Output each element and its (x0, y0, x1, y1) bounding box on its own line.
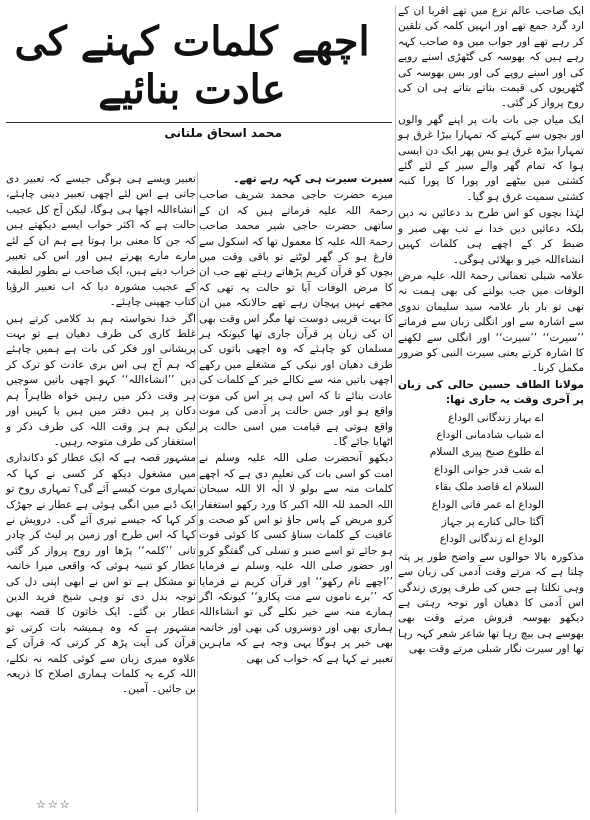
poem-line: الوداع اے عمر فانی الوداع (431, 498, 544, 511)
paragraph: سیرت سیرت ہی کہہ رہے تھے۔ (233, 173, 393, 185)
left-column (6, 172, 196, 812)
paragraph: مذکورہ بالا حوالوں سے واضح طور پر پتہ چلتا ہے کہ مرتے وقت آدمی کی زبان سے وہی نکلتا ہے جس کی طرف پوری زندگی اس آدمی کا دھیان اور توجہ رہتی ہے دیکھو بھوسہ فروش مرتے وقت بھی بھوسے ہی بیچ رہا تھا شاعر شعر کہہ رہا تھا اور سیرت نگار شبلی مرتے وقت بھی (398, 550, 584, 656)
middle-column (199, 172, 393, 812)
end-stars: ☆☆☆ (36, 798, 72, 811)
paragraph: لہٰذا بچوں کو اس طرح بد دعائیں نہ دیں بلکہ دعائیں دیں خدا نے تب بھی صبر و ضبط کر کے اچھے ہی کلمات کہیں انشاءاللہ خیر و بھلائی ہوگی۔ (398, 207, 584, 266)
paragraph: تعبیر ویسے ہی ہوگی جیسے کہ تعبیر دی جاتی ہے اس لئے اچھی تعبیر دینی چاہئے، انشاءاللہ اچھا ہی ہوگا، لیکن آج کل عجیب حالت ہے کہ اکثر خواب ایسے دیکھتے ہیں کہ جن کا معنی برا ہوتا ہے ہم ان کے لئے مارے مارے پھرتے ہیں اور اس کی تعبیر خراب دیتے ہیں، ایک صاحب نے بطور لطیفہ کے عجیب مشورہ دیا کہ اب تعبیر الرؤیا کتاب چھپنی چاہئے۔ (6, 173, 196, 309)
right-column (398, 4, 584, 816)
poem-line: اے طلوع صبح پیری السلام (429, 446, 544, 459)
paragraph: ایک میاں جی بات بات پر اپنے گھر والوں اور بچوں سے کہتے کہ تمہارا بیڑا غرق ہو تمہارا بیڑہ غرق ہو بس پھر ایک دن ایسی ہوا کہ تمام گھر والے سیر کے لئے گئے کشتی میں بیٹھے اور پورا کا پورا کنبہ کشتی سمیت غرق ہو گیا۔ (398, 113, 584, 203)
poem-line: آگئا حالی کنارے پر جہاز (441, 516, 544, 528)
poem (398, 411, 584, 548)
column-divider (395, 6, 396, 814)
article-header (6, 4, 392, 144)
paragraph: علامہ شبلی نعمانی رحمۃ اللہ علیہ مرض الوفات میں جب بولنے کی بھی ہمت نہ تھی تو بار بار علامہ سید سلیمان ندوی سے اشارہ سے اور انگلی زبان سے فرماتے ’’سیرت‘‘ ’’سیرت‘‘ اور انگلی سے لکھنے کا اشارہ کرتے یعنی سیرت النبی کو ضرور مکمل کرنا۔ (398, 269, 584, 375)
paragraph: میرے حضرت حاجی محمد شریف صاحب رحمۃ اللہ علیہ فرماتے ہیں کہ ان کے ساتھی حضرت حاجی شیر محمد صاحب رحمۃ اللہ علیہ کا معمول تھا کہ اسکول سے فارغ ہو کر گھر لوٹتے تو باقی وقت میں بچوں کو قرآن کریم پڑھاتے رہتے تھے جب ان کا مرض الوفات آیا تو حالت یہ تھی کہ مجھے نہیں پہچان رہے تھے حالانکہ میں ان کا بہت قریبی دوست تھا مگر اس وقت بھی ان کی زبان پر قرآن جاری تھا کیونکہ ہر مسلمان کو چاہئے کہ وہ اچھی باتوں کی طرف دھیان اور نیکی کے مشغلے میں رکھے اچھی باتیں منہ سے نکالے خیر کے کلمات کی عادت بنائے تا کہ اس ہی پر اس کی موت واقع ہو اور جس حالت پر آدمی کی موت واقع ہوتی ہے قیامت میں اسی حالت پر اٹھایا جائے گا۔ (199, 189, 393, 448)
author-byline: محمد اسحاق ملتانی (164, 126, 282, 140)
article-title: اچھے کلمات کہنے کی عادت بنائیے (14, 18, 370, 113)
poem-line: اے بہار زندگانی الوداع (447, 411, 544, 424)
paragraph: مشہور قصہ ہے کہ ایک عطار کو دکانداری میں مشغول دیکھ کر کسی نے کہا کہ تمہاری موت کیسے آئے گی؟ تمہاری روح تو ایک ڈبے میں انگی ہوئی ہے عطار نے جھڑک کر کہا کہ جیسے تیری آئے گی۔ درویش نے کہا کہ اس طرح اور زمین پر لیٹ کر چادر تانی ’’کلمہ‘‘ پڑھا اور روح پرواز کر گئی عطار کو تنبیہ ہوئی کہ واقعی میرا خاتمہ تو مشکل ہے تو اس نے ابھی اپنی دل کی توجہ بدل دی تو وہی شیخ فرید الدین عطار بن گئے۔ ایک خاتون کا قصہ بھی مشہور ہے کہ وہ ہمیشہ بات کرتی تو قرآن کی آیت پڑھ کر کرتی کہ قرآن کے علاوہ میری زبان سے کوئی کلمہ نہ نکلے، اللہ کرے یہ کلمات ہماری اصلاح کا ذریعہ بن جائیں۔ آمین۔ (6, 452, 196, 696)
paragraph: دیکھو آنحضرت صلی اللہ علیہ وسلم نے امت کو اسی بات کی تعلیم دی ہے کہ اچھے کلمات منہ سے بولو لا الٰہ الا اللہ سبحان اللہ الحمد للہ اللہ اکبر کا ورد رکھو استغفار کرو مریض کے پاس جاؤ تو اس کو صحت و عافیت کے کلمات سناؤ کسی کا کوئی فوت ہو جائے تو اسے صبر و تسلی کی گفتگو کرو اور حضور صلی اللہ علیہ وسلم نے فرمایا ’’اچھے نام رکھو‘‘ اور قرآن کریم نے فرمایا کہ ’’برے ناموں سے مت پکارو‘‘ کیونکہ اگر ہمارے منہ سے خیر نکلے گی تو انشاءاللہ ہماری بھی اور دوسروں کی بھی اور خاتمہ بھی خیر پر ہوگا یہی وجہ ہے کہ ماہرین تعبیر نے کہا ہے کہ خواب کی بھی (199, 452, 393, 665)
paragraph: ایک صاحب عالم نزع میں تھے اقربا ان کے ارد گرد جمع تھے اور انہیں کلمہ کی تلقین کر رہے تھے اور جواب میں وہ صاحب کہہ رہے ہیں کہ بھوسہ کی گٹھڑی اسنے روپے کی اور اسنے روپے کی اور بس بھوسہ کی گٹھریوں کی قیمت بتاتے بتاتے ہی ان کی روح پرواز کر گئی۔ (398, 5, 584, 110)
column-divider (197, 172, 198, 812)
paragraph: مولانا الطاف حسین حالی کی زبان پر آخری وقت یہ جاری تھا: (398, 378, 584, 407)
poem-line: اے شباب شادمانی الوداع (436, 428, 544, 441)
paragraph: اگر خدا نخواستہ ہم بد کلامی کرتے ہیں غلط کاری کی طرف دھیان ہے تو بہت پریشانی اور فکر کی بات ہے ہمیں چاہئے کہ ہم آج ہی اس بری عادت کو ترک کر دیں ’’انشاءاللہ‘‘ کہو اچھی باتیں سوچیں ہر وقت ذکر میں رہیں خواہ ظاہراً ہم دکان پر ہیں دفتر میں ہیں یا کہیں اور لیکن ہم ہر وقت اللہ کی طرف ذکر و استغفار کی طرف متوجہ رہیں۔ (6, 312, 196, 448)
poem-line: اے شب قدر جوانی الوداع (433, 463, 544, 476)
title-underline (6, 122, 392, 123)
poem-line: السلام اے قاصد ملک بقاء (434, 481, 544, 494)
poem-line: الوداع اے زندگانی الوداع (439, 533, 544, 546)
